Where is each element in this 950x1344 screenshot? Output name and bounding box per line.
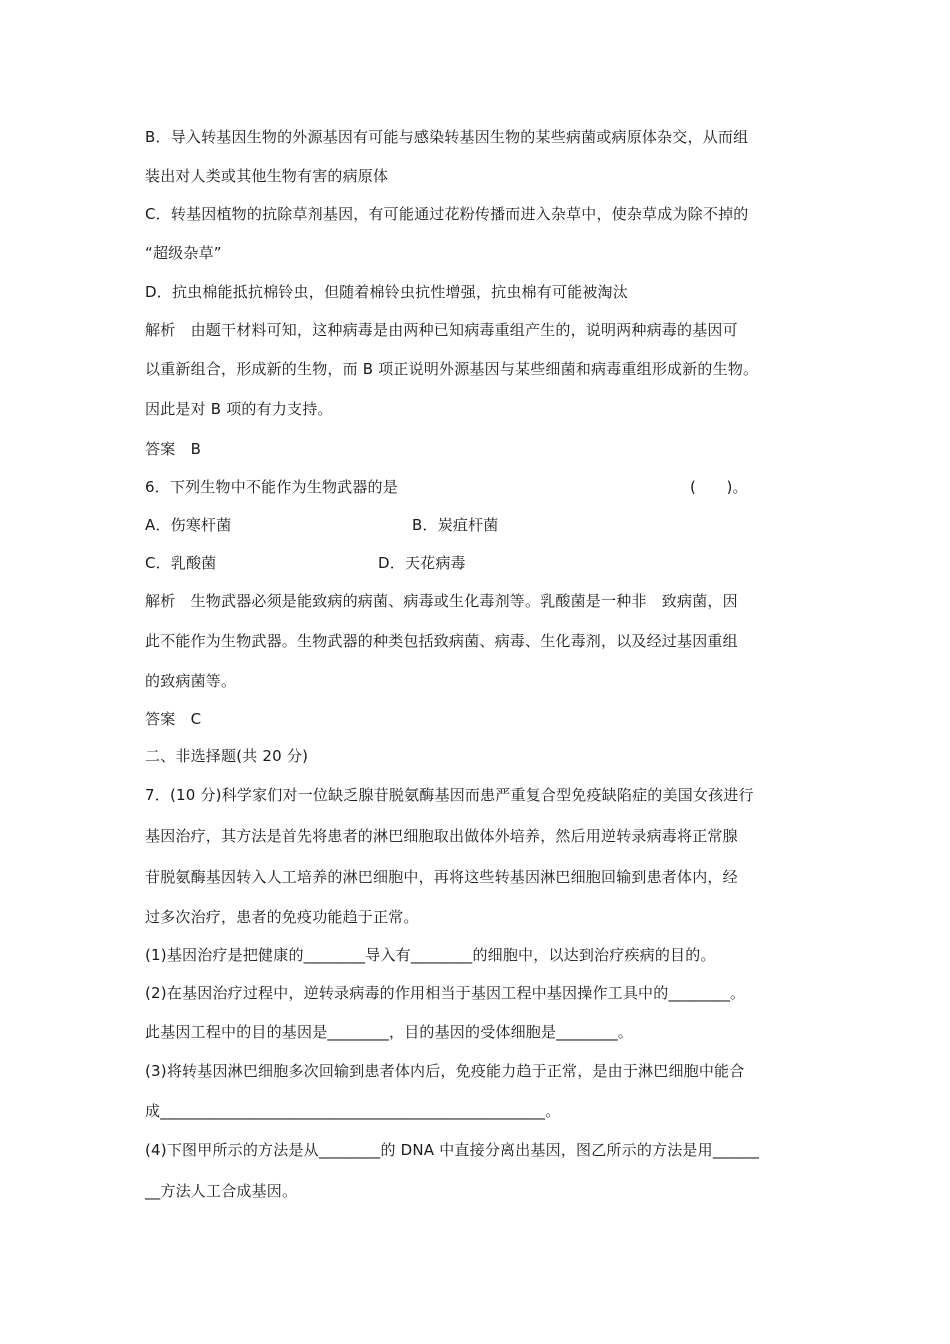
option-c-line-1: C．转基因植物的抗除草剂基因，有可能通过花粉传播而进入杂草中，使杂草成为除不掉的 [145,205,749,223]
q6-options-row-2 [145,553,795,573]
analysis-6-line-1: 解析 生物武器必须是能致病的病菌、病毒或生化毒剂等。乳酸菌是一种非 致病菌，因 [145,592,738,610]
q6-option-b: B．炭疽杆菌 [412,516,499,534]
answer-bracket: ( )。 [690,478,748,496]
question-6-stem: 6．下列生物中不能作为生物武器的是 [145,478,398,496]
q6-options-row-1 [145,515,795,535]
analysis-6-line-3: 的致病菌等。 [145,672,237,690]
analysis-5-line-3: 因此是对 B 项的有力支持。 [145,400,333,418]
section-heading: 二、非选择题(共 20 分) [145,747,309,765]
analysis-5-line-1: 解析 由题干材料可知，这种病毒是由两种已知病毒重组产生的，说明两种病毒的基因可 [145,321,738,339]
question-7-line-3: 苷脱氨酶基因转入人工培养的淋巴细胞中，再将这些转基因淋巴细胞回输到患者体内，经 [145,868,738,886]
option-b-line-1: B．导入转基因生物的外源基因有可能与感染转基因生物的某些病菌或病原体杂交，从而组 [145,128,749,146]
q7-part-3-line-1: (3)将转基因淋巴细胞多次回输到患者体内后，免疫能力趋于正常，是由于淋巴细胞中能合 [145,1062,745,1080]
analysis-5-line-2: 以重新组合，形成新的生物，而 B 项正说明外源基因与某些细菌和病毒重组形成新的生物。 [145,360,759,378]
q7-part-2-line-2: 此基因工程中的目的基因是________，目的基因的受体细胞是________。 [145,1023,634,1041]
q6-option-c: C．乳酸菌 [145,554,217,572]
option-c-line-2: “超级杂草” [145,244,222,262]
answer-5: 答案 B [145,440,202,458]
option-d-line: D．抗虫棉能抵抗棉铃虫，但随着棉铃虫抗性增强，抗虫棉有可能被淘汰 [145,283,628,301]
option-b-line-2: 装出对人类或其他生物有害的病原体 [145,167,389,185]
q7-part-4-line-1: (4)下图甲所示的方法是从________的 DNA 中直接分离出基因，图乙所示的方法是用______ [145,1141,760,1159]
q7-part-4-line-2: __方法人工合成基因。 [145,1182,298,1200]
analysis-6-line-2: 此不能作为生物武器。生物武器的种类包括致病菌、病毒、生化毒剂，以及经过基因重组 [145,632,738,650]
q6-option-a: A．伤寒杆菌 [145,516,232,534]
question-7-line-4: 过多次治疗，患者的免疫功能趋于正常。 [145,908,419,926]
q7-part-1: (1)基因治疗是把健康的________导入有________的细胞中，以达到治疗疾病的目的。 [145,946,716,964]
answer-6: 答案 C [145,710,202,728]
q7-part-2-line-1: (2)在基因治疗过程中，逆转录病毒的作用相当于基因工程中基因操作工具中的________。 [145,984,746,1002]
question-7-line-2: 基因治疗，其方法是首先将患者的淋巴细胞取出做体外培养，然后用逆转录病毒将正常腺 [145,827,738,845]
q7-part-3-line-2: 成__________________________________________________。 [145,1102,561,1120]
question-7-line-1: 7．(10 分)科学家们对一位缺乏腺苷脱氨酶基因而患严重复合型免疫缺陷症的美国女孩进行 [145,786,754,804]
question-6 [145,477,795,497]
q6-option-d: D．天花病毒 [378,554,466,572]
